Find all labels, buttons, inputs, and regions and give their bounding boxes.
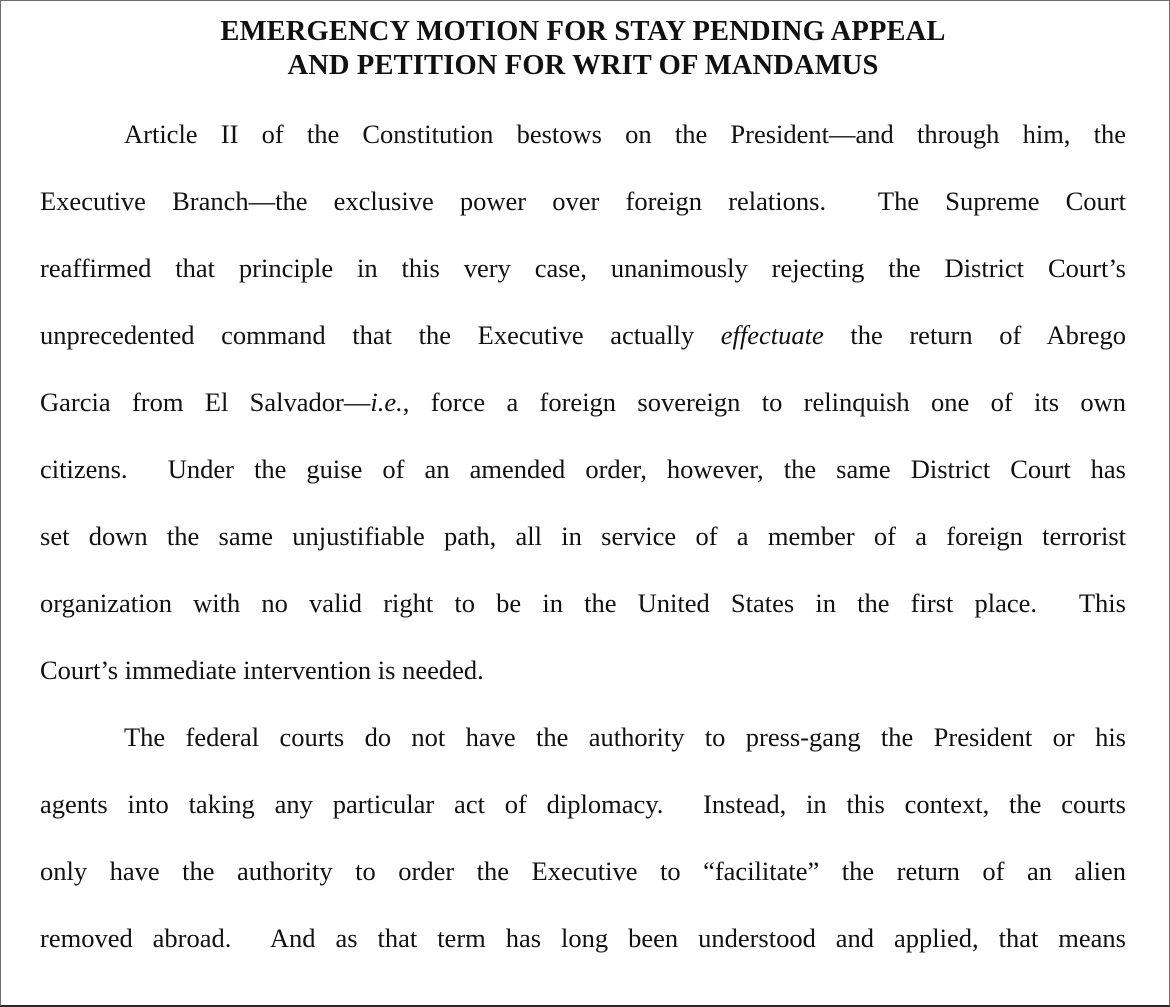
paragraph-1-line — [40, 251, 1126, 285]
italic-emphasis: i.e. — [370, 387, 403, 417]
paragraph-1-line — [40, 318, 1126, 352]
text-run: Garcia from El Salvador— — [40, 387, 371, 417]
paragraph-2-line — [124, 720, 1126, 754]
text-run: The federal courts do not have the authority to press-gang the President or his — [124, 722, 1126, 752]
text-run: the return of Abrego — [823, 320, 1126, 350]
text-run: agents into taking any particular act of diplomacy. Instead, in this context, the courts — [40, 789, 1126, 819]
paragraph-1-line — [40, 653, 1126, 687]
paragraph-1-line — [40, 586, 1126, 620]
heading-line-2: AND PETITION FOR WRIT OF MANDAMUS — [287, 50, 879, 81]
italic-emphasis: effectuate — [720, 320, 824, 350]
document-heading — [1, 15, 1165, 83]
text-run: reaffirmed that principle in this very case, unanimously rejecting the District Court’s — [40, 253, 1126, 283]
text-run: Court’s immediate intervention is needed. — [40, 655, 484, 685]
text-run: set down the same unjustifiable path, all in service of a member of a foreign terrorist — [40, 521, 1126, 551]
text-run: Article II of the Constitution bestows on the President—and through him, the — [124, 119, 1126, 149]
paragraph-2-line — [40, 921, 1126, 955]
paragraph-1-line — [40, 184, 1126, 218]
text-run: removed abroad. And as that term has long been understood and applied, that means — [40, 923, 1126, 953]
paragraph-1-line — [40, 385, 1126, 419]
text-run: , force a foreign sovereign to relinquish one of its own — [402, 387, 1126, 417]
heading-line-1: EMERGENCY MOTION FOR STAY PENDING APPEAL — [220, 16, 946, 47]
paragraph-2-line — [40, 854, 1126, 888]
text-run: organization with no valid right to be in the United States in the first place. This — [40, 588, 1126, 618]
text-run: citizens. Under the guise of an amended order, however, the same District Court has — [40, 454, 1126, 484]
paragraph-1-line — [40, 519, 1126, 553]
paragraph-2-line — [40, 787, 1126, 821]
text-run: unprecedented command that the Executive actually — [40, 320, 721, 350]
paragraph-1-line — [40, 452, 1126, 486]
text-run: Executive Branch—the exclusive power over foreign relations. The Supreme Court — [40, 186, 1126, 216]
paragraph-1-line — [124, 117, 1126, 151]
text-run: only have the authority to order the Executive to “facilitate” the return of an alien — [40, 856, 1126, 886]
